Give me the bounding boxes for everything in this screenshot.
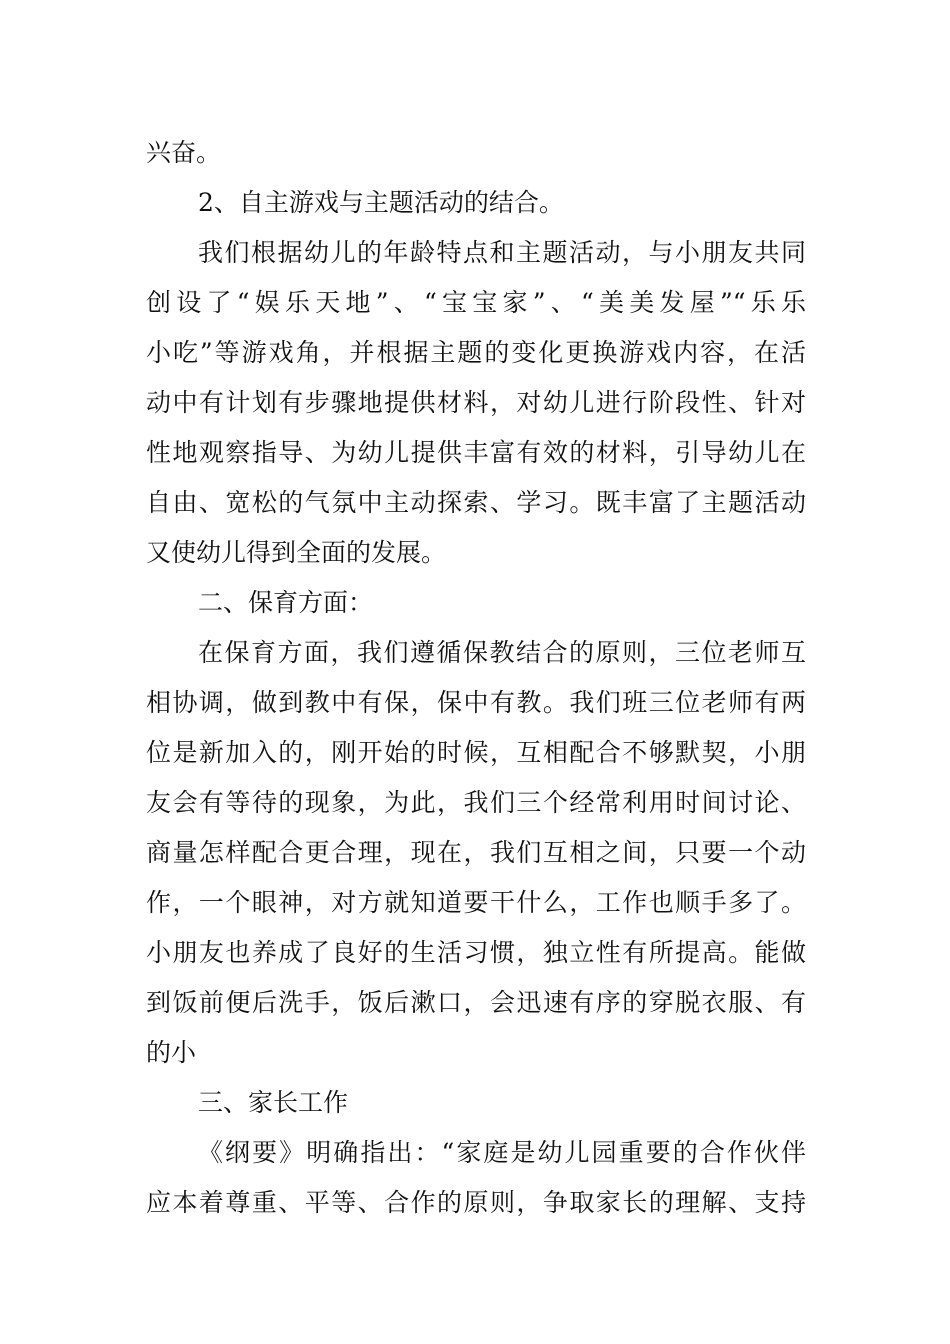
section-heading-2: 2、自主游戏与主题活动的结合。: [198, 188, 564, 217]
text-line-22: 应本着尊重、平等、合作的原则，争取家长的理解、支持: [146, 1188, 806, 1217]
text-line-8: 自由、宽松的气氛中主动探索、学习。既丰富了主题活动: [146, 488, 806, 517]
section-heading-baoyu: 二、保育方面：: [198, 588, 374, 617]
text-line-7: 性地观察指导、为幼儿提供丰富有效的材料，引导幼儿在: [146, 438, 806, 467]
text-line-9: 又使幼儿得到全面的发展。: [146, 538, 447, 567]
text-line-18: 到饭前便后洗手，饭后漱口，会迅速有序的穿脱衣服、有: [146, 988, 806, 1017]
text-line-21: 《纲要》明确指出：“家庭是幼儿园重要的合作伙伴: [198, 1138, 806, 1167]
text-line-1: 兴奋。: [146, 138, 222, 167]
text-line-15: 商量怎样配合更合理，现在，我们互相之间，只要一个动: [146, 838, 806, 867]
text-line-5: 小吃”等游戏角，并根据主题的变化更换游戏内容，在活: [146, 338, 806, 367]
text-line-12: 相协调，做到教中有保，保中有教。我们班三位老师有两: [146, 688, 806, 717]
text-line-4: 创设了“娱乐天地”、“宝宝家”、“美美发屋”“乐乐: [146, 288, 806, 317]
text-line-16: 作，一个眼神，对方就知道要干什么，工作也顺手多了。: [146, 888, 806, 917]
text-line-11: 在保育方面，我们遵循保教结合的原则，三位老师互: [198, 638, 806, 667]
section-heading-jiazhang: 三、家长工作: [198, 1088, 349, 1117]
text-line-6: 动中有计划有步骤地提供材料，对幼儿进行阶段性、针对: [146, 388, 806, 417]
text-line-17: 小朋友也养成了良好的生活习惯，独立性有所提高。能做: [146, 938, 806, 967]
text-line-19: 的小: [146, 1038, 197, 1067]
text-line-13: 位是新加入的，刚开始的时候，互相配合不够默契，小朋: [146, 738, 806, 767]
text-line-14: 友会有等待的现象，为此，我们三个经常利用时间讨论、: [146, 788, 806, 817]
text-line-3: 我们根据幼儿的年龄特点和主题活动，与小朋友共同: [198, 238, 806, 267]
